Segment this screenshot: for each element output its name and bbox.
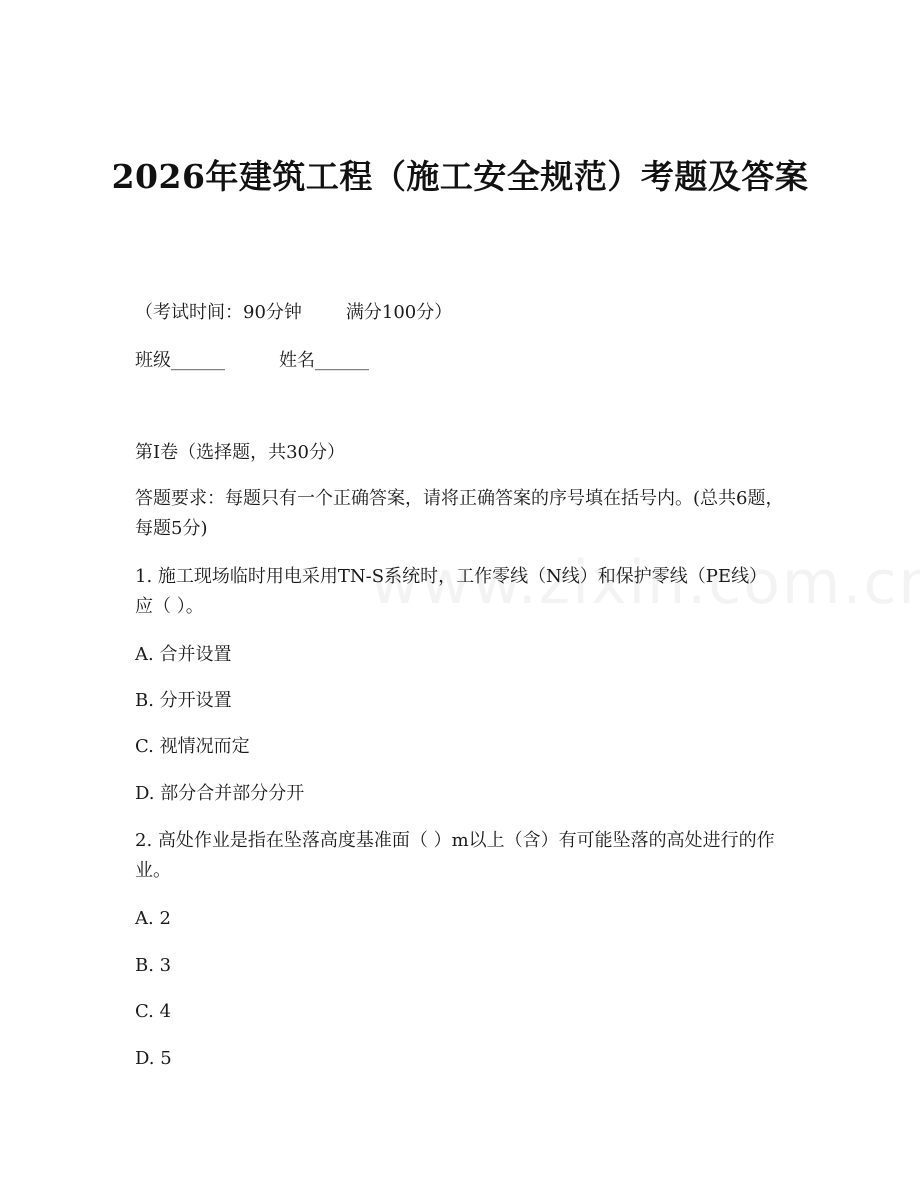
section-heading: 第I卷（选择题，共30分） xyxy=(135,442,346,463)
exam-time: （考试时间：90分钟 xyxy=(135,302,302,323)
q2-option-c: C. 4 xyxy=(135,1001,172,1022)
q2-option-a: A. 2 xyxy=(135,908,171,929)
student-fields xyxy=(135,350,369,372)
q1-option-d: D. 部分合并部分分开 xyxy=(135,783,305,804)
q2-option-d: D. 5 xyxy=(135,1048,172,1069)
q2-option-b: B. 3 xyxy=(135,955,172,976)
question-1: 1. 施工现场临时用电采用TN-S系统时，工作零线（N线）和保护零线（PE线）应（ ）。 xyxy=(135,566,768,617)
name-field: 姓名______ xyxy=(279,350,369,371)
exam-info xyxy=(135,302,452,324)
question-2: 2. 高处作业是指在坠落高度基准面（ ）m以上（含）有可能坠落的高处进行的作业。 xyxy=(135,830,775,881)
document-title: 2026年建筑工程（施工安全规范）考题及答案 xyxy=(111,157,809,196)
instructions: 答题要求：每题只有一个正确答案，请将正确答案的序号填在括号内。(总共6题，每题5分) xyxy=(135,488,784,539)
q1-option-c: C. 视情况而定 xyxy=(135,736,250,757)
class-field: 班级______ xyxy=(135,350,225,371)
q1-option-a: A. 合并设置 xyxy=(135,644,232,665)
q1-option-b: B. 分开设置 xyxy=(135,690,232,711)
exam-full-score: 满分100分） xyxy=(345,302,453,323)
